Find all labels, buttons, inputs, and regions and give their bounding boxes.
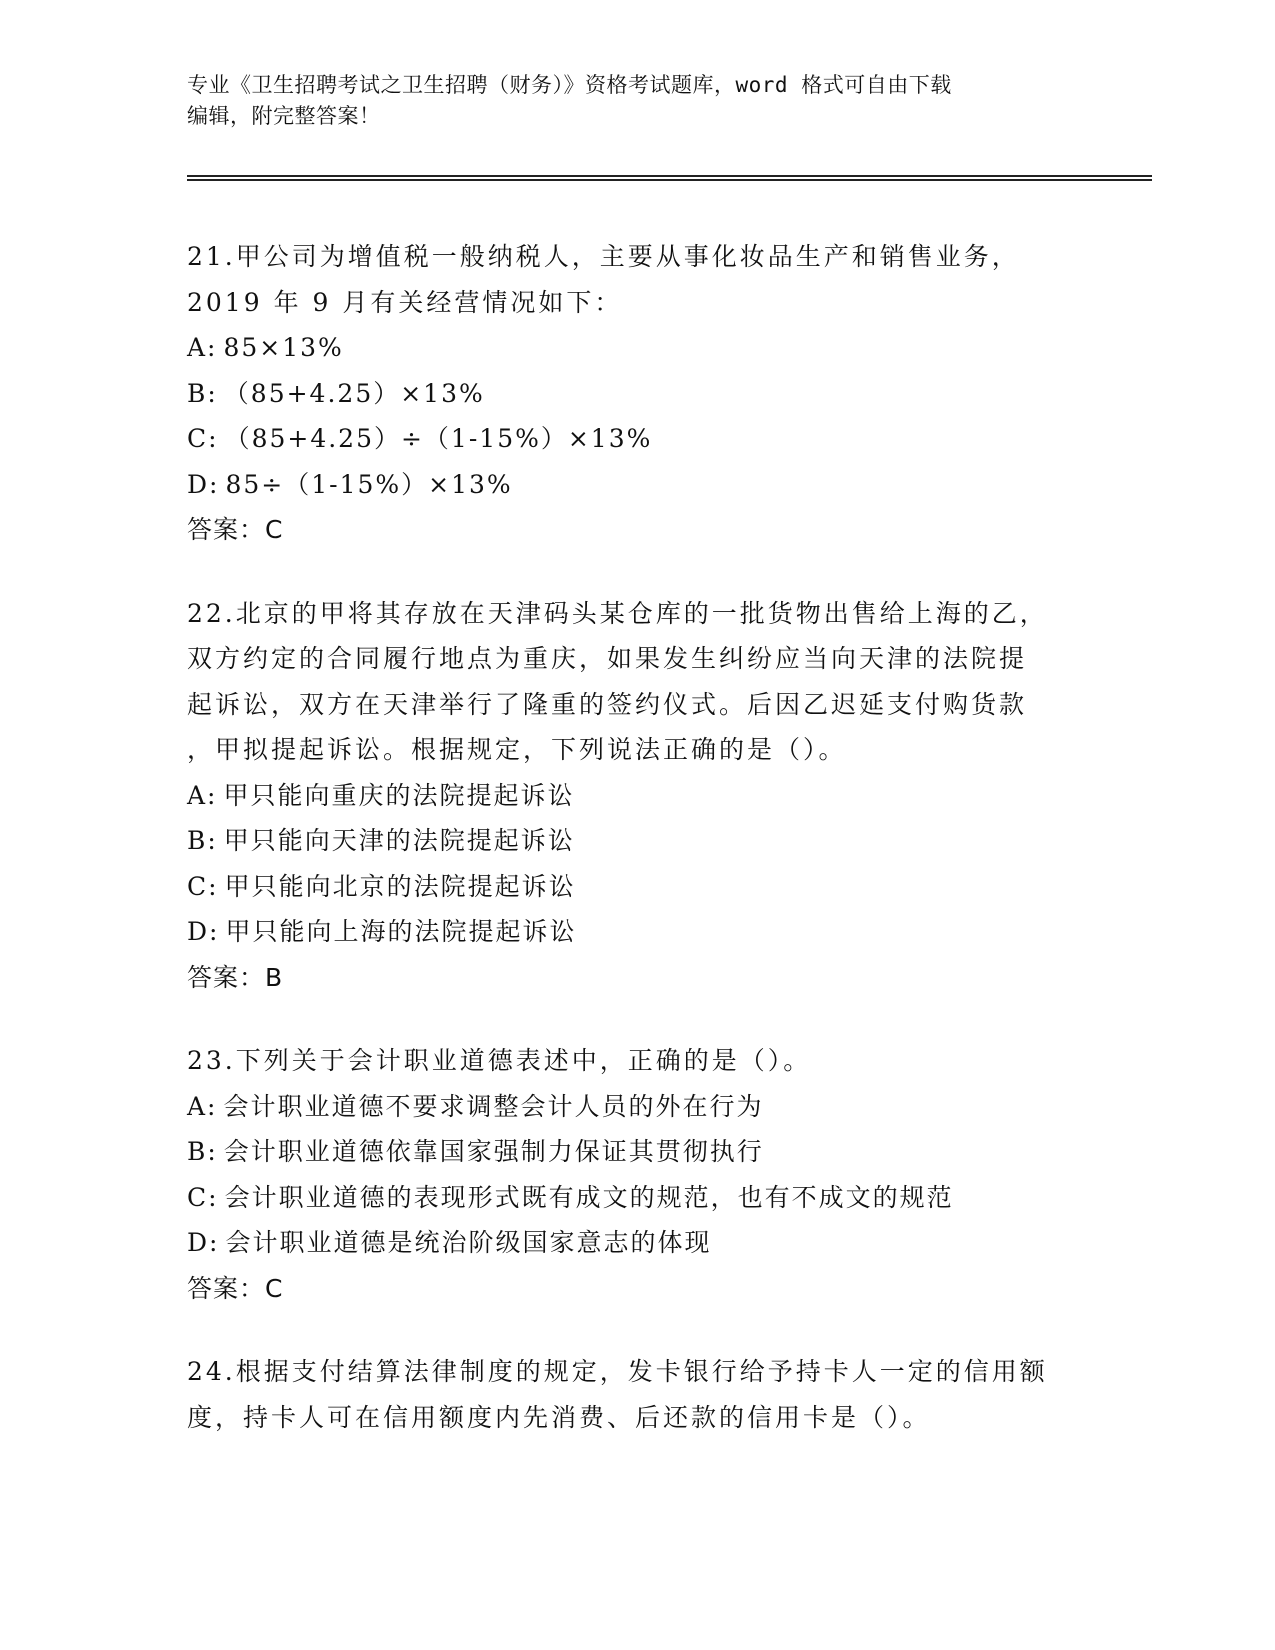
option-key: C:: [187, 424, 219, 453]
option-text: 会计职业道德依靠国家强制力保证其贯彻执行: [223, 1137, 764, 1166]
option-text: 85×13%: [223, 333, 344, 362]
option-d: [187, 462, 1087, 508]
question-stem: [187, 591, 1087, 773]
option-c: [187, 416, 1087, 462]
question-22: [187, 591, 1087, 1001]
option-key: C:: [187, 871, 219, 901]
option-key: D:: [187, 917, 220, 946]
option-d: [187, 1220, 1087, 1266]
question-21: [187, 234, 1087, 553]
option-c: [187, 1175, 1087, 1221]
option-a: [187, 773, 1087, 819]
stem-line: ，甲拟提起诉讼。根据规定，下列说法正确的是（）。: [187, 735, 847, 764]
answer-line: 答案：C: [187, 515, 284, 544]
stem-line: 2019 年 9 月有关经营情况如下：: [187, 287, 623, 317]
option-key: B:: [187, 1137, 218, 1166]
intro-line-1: 专业《卫生招聘考试之卫生招聘（财务）》资格考试题库，word 格式可自由下载: [187, 73, 952, 97]
stem-line: 21.甲公司为增值税一般纳税人，主要从事化妆品生产和销售业务，: [187, 242, 1020, 271]
option-text: （85+4.25）×13%: [223, 378, 485, 408]
question-stem: [187, 1349, 1087, 1440]
option-text: 会计职业道德不要求调整会计人员的外在行为: [223, 1091, 764, 1121]
option-text: （85+4.25）÷（1-15%）×13%: [224, 424, 653, 453]
option-key: D:: [187, 1228, 220, 1257]
question-list: [187, 234, 1087, 1478]
option-text: 会计职业道德是统治阶级国家意志的体现: [225, 1228, 712, 1257]
option-b: [187, 371, 1087, 417]
option-c: [187, 864, 1087, 910]
question-stem: [187, 234, 1087, 325]
document-intro: [187, 70, 1087, 132]
stem-line: 起诉讼，双方在天津举行了隆重的签约仪式。后因乙迟延支付购货款: [187, 689, 1028, 719]
option-text: 甲只能向上海的法院提起诉讼: [225, 917, 577, 946]
stem-line: 双方约定的合同履行地点为重庆，如果发生纠纷应当向天津的法院提: [187, 644, 1028, 673]
question-23: [187, 1038, 1087, 1311]
option-text: 甲只能向天津的法院提起诉讼: [223, 826, 575, 855]
option-b: [187, 1129, 1087, 1175]
option-b: [187, 818, 1087, 864]
question-stem: [187, 1038, 1087, 1084]
option-text: 85÷（1-15%）×13%: [225, 469, 513, 499]
option-key: D:: [187, 469, 220, 499]
option-key: A:: [187, 780, 218, 810]
option-key: A:: [187, 1091, 218, 1121]
stem-line: 23.下列关于会计职业道德表述中，正确的是（）。: [187, 1046, 812, 1075]
question-24: [187, 1349, 1087, 1440]
option-a: [187, 325, 1087, 371]
option-text: 甲只能向北京的法院提起诉讼: [224, 871, 576, 901]
intro-line-2: 编辑，附完整答案！: [187, 104, 381, 128]
header-divider: [187, 175, 1152, 181]
answer-line: 答案：B: [187, 962, 284, 992]
option-key: C:: [187, 1182, 219, 1212]
option-key: B:: [187, 378, 218, 408]
option-text: 会计职业道德的表现形式既有成文的规范，也有不成文的规范: [224, 1182, 954, 1212]
option-text: 甲只能向重庆的法院提起诉讼: [223, 780, 575, 810]
option-d: [187, 909, 1087, 955]
answer-line: 答案：C: [187, 1273, 284, 1303]
option-key: A:: [187, 333, 218, 362]
stem-line: 度，持卡人可在信用额度内先消费、后还款的信用卡是（）。: [187, 1402, 931, 1432]
stem-line: 22.北京的甲将其存放在天津码头某仓库的一批货物出售给上海的乙，: [187, 598, 1048, 628]
option-key: B:: [187, 826, 218, 855]
option-a: [187, 1084, 1087, 1130]
stem-line: 24.根据支付结算法律制度的规定，发卡银行给予持卡人一定的信用额: [187, 1357, 1048, 1386]
